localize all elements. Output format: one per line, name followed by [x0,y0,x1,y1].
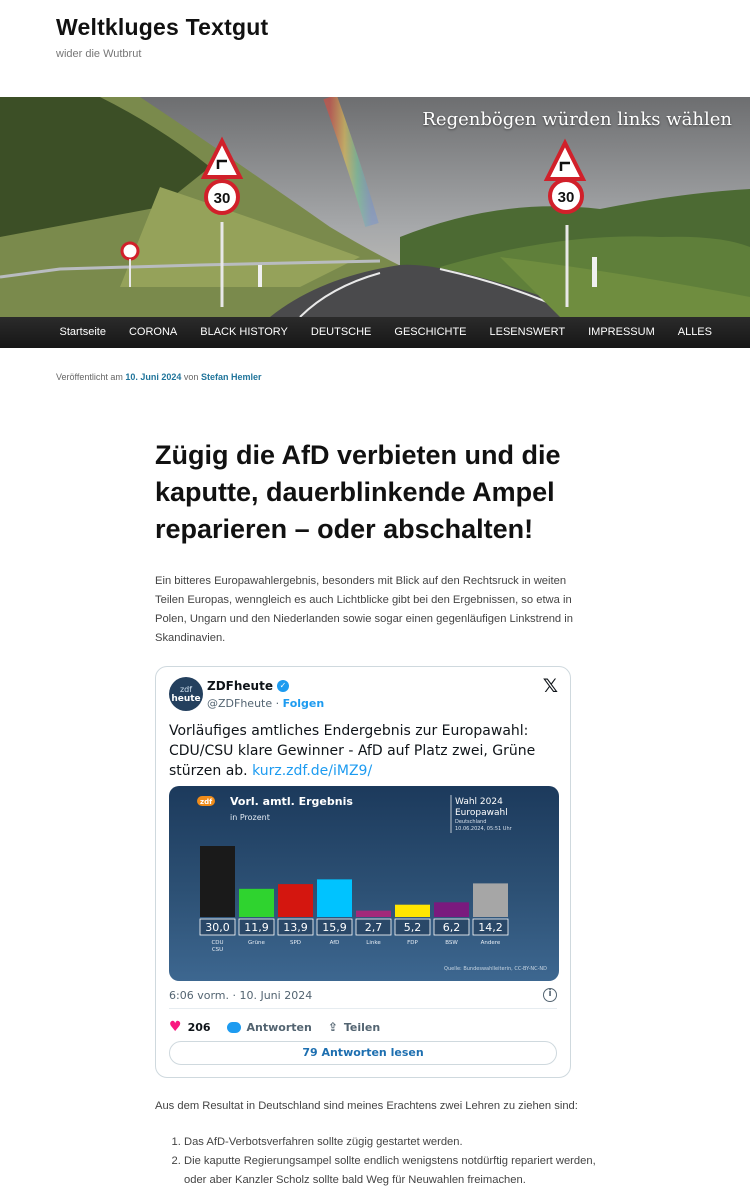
header-banner-image [0,97,750,317]
chart-value-label: 11,9 [244,921,269,934]
chart-value-label: 15,9 [322,921,347,934]
entry-meta [56,372,261,382]
chart-bar [395,905,430,917]
chart-box-title: Wahl 2024 [455,797,503,807]
meta-date-link[interactable]: 10. Juni 2024 [125,372,182,382]
reply-button[interactable] [227,1021,312,1034]
meta-author-link[interactable]: Stefan Hemler [200,372,262,382]
avatar[interactable] [169,677,203,711]
chart-bar [473,883,508,917]
nav-item-startseite[interactable]: Startseite [59,326,106,338]
avatar-logo-top: zdf [179,685,193,694]
meta-by: von [181,372,201,382]
chart-value-label: 13,9 [283,921,308,934]
read-replies-button[interactable]: 79 Antworten lesen [169,1041,557,1065]
chart-source: Quelle: Bundeswahlleiterin, CC-BY-NC-ND [444,966,547,972]
main-navigation [0,317,750,348]
x-logo-icon[interactable]: 𝕏 [542,675,558,697]
chart-logo-text: zdf [200,798,213,806]
chart-value-label: 2,7 [364,921,383,934]
chart-bar [317,879,352,917]
chart-value-label: 6,2 [442,921,461,934]
election-chart-image[interactable] [169,786,559,981]
chart-category-label: Linke [366,940,381,946]
follow-button[interactable]: Folgen [282,697,325,710]
tweet-divider [169,1008,557,1009]
nav-item-corona[interactable]: CORONA [128,326,178,338]
lessons-intro: Aus dem Resultat in Deutschland sind meines Erachtens zwei Lehren zu ziehen sind: [155,1100,578,1112]
tweet-author[interactable] [207,679,289,693]
chart-category-label: FDP [407,940,418,946]
list-item: 2. Die kaputte Regierungsampel sollte endlich wenigstens notdürftig repariert werden, oder aber Kanzler Scholz sollte bald Weg für Neuwahlen freimachen. [184,1152,598,1190]
nav-item-impressum[interactable]: IMPRESSUM [588,326,655,338]
chart-value-label: 30,0 [205,921,230,934]
share-button[interactable] [328,1020,380,1034]
meta-prefix: Veröffentlicht am [56,372,126,382]
article-intro: Ein bitteres Europawahlergebnis, besonders mit Blick auf den Rechtsruck in weiten Teilen Europas, wenngleich es auch Lichtblicke gibt bei den Ergebnissen, so etwa in Polen, Ungarn und den Niederlanden sowie sogar einen gegenläufigen Linkstrend in Skandinavien. [155,575,573,644]
nav-item-deutsche[interactable]: DEUTSCHE [310,326,372,338]
tweet-handle-row [207,697,324,710]
nav-item-lesenswert[interactable]: LESENSWERT [489,326,566,338]
chart-category-label: SPD [289,940,302,946]
chart-category-label: CDU [211,940,224,946]
site-title[interactable]: Weltkluges Textgut [56,14,269,40]
chart-subtitle: in Prozent [230,813,270,822]
banner-caption: Regenbögen würden links wählen [422,109,732,130]
chart-bar [278,884,313,917]
tweet-body: Vorläufiges amtliches Endergebnis zur Europawahl: CDU/CSU klare Gewinner - AfD auf Platz zwei, Grüne stürzen ab. [169,723,536,779]
nav-item-geschichte[interactable]: GESCHICHTE [394,326,467,338]
like-count: 206 [187,1020,211,1034]
share-label: Teilen [343,1020,381,1034]
chart-bar [356,911,391,917]
site-header [56,14,268,60]
chart-bar [200,846,235,917]
lessons-list [168,1133,598,1190]
list-item: 1. Das AfD-Verbotsverfahren sollte zügig gestartet werden. [184,1133,598,1152]
tweet-timestamp[interactable]: 6:06 vorm. · 10. Juni 2024 [169,989,313,1002]
site-description: wider die Wutbrut [56,48,142,60]
chart-category-label: CSU [211,947,224,953]
reply-label: Antworten [246,1020,312,1034]
share-icon: ⇪ [327,1020,338,1034]
embedded-tweet [155,666,571,1078]
banner-speed-sign-right: 30 [557,189,575,206]
tweet-text [169,721,559,781]
chart-category-label: BSW [445,940,458,946]
info-icon[interactable]: i [543,988,557,1002]
chart-value-label: 14,2 [478,921,503,934]
chart-value-label: 5,2 [403,921,422,934]
chart-category-label: AfD [329,940,340,946]
banner-landscape [0,97,750,317]
heart-icon: ♥ [169,1019,182,1035]
nav-item-black-history[interactable]: BLACK HISTORY [200,326,288,338]
chart-category-label: Grüne [248,940,265,946]
chart-bar [239,889,274,917]
avatar-logo-bottom: heute [171,694,201,704]
reply-bubble-icon [227,1022,241,1033]
chart-category-label: Andere [480,940,501,946]
article-title: Zügig die AfD verbieten und die kaputte, dauerblinkende Ampel reparieren – oder abschalten! [155,440,561,544]
chart-box-timestamp: 10.06.2024, 05:51 Uhr [455,826,512,832]
tweet-link[interactable]: kurz.zdf.de/iMZ9/ [252,763,373,779]
handle-separator: · [272,697,283,710]
chart-box-subtitle: Europawahl [455,808,508,818]
verified-badge-icon: ✓ [277,680,289,692]
chart-bar [434,902,469,917]
like-button[interactable] [169,1019,211,1035]
tweet-author-name[interactable]: ZDFheute [207,679,273,693]
chart-title: Vorl. amtl. Ergebnis [230,795,353,808]
bars-layer [200,846,508,953]
banner-speed-sign-left: 30 [213,190,231,207]
tweet-handle[interactable]: @ZDFheute [207,697,273,710]
nav-item-alles[interactable]: ALLES [677,326,712,338]
election-chart-svg [169,786,559,981]
chart-box-region: Deutschland [455,819,487,825]
tweet-actions [169,1019,396,1035]
